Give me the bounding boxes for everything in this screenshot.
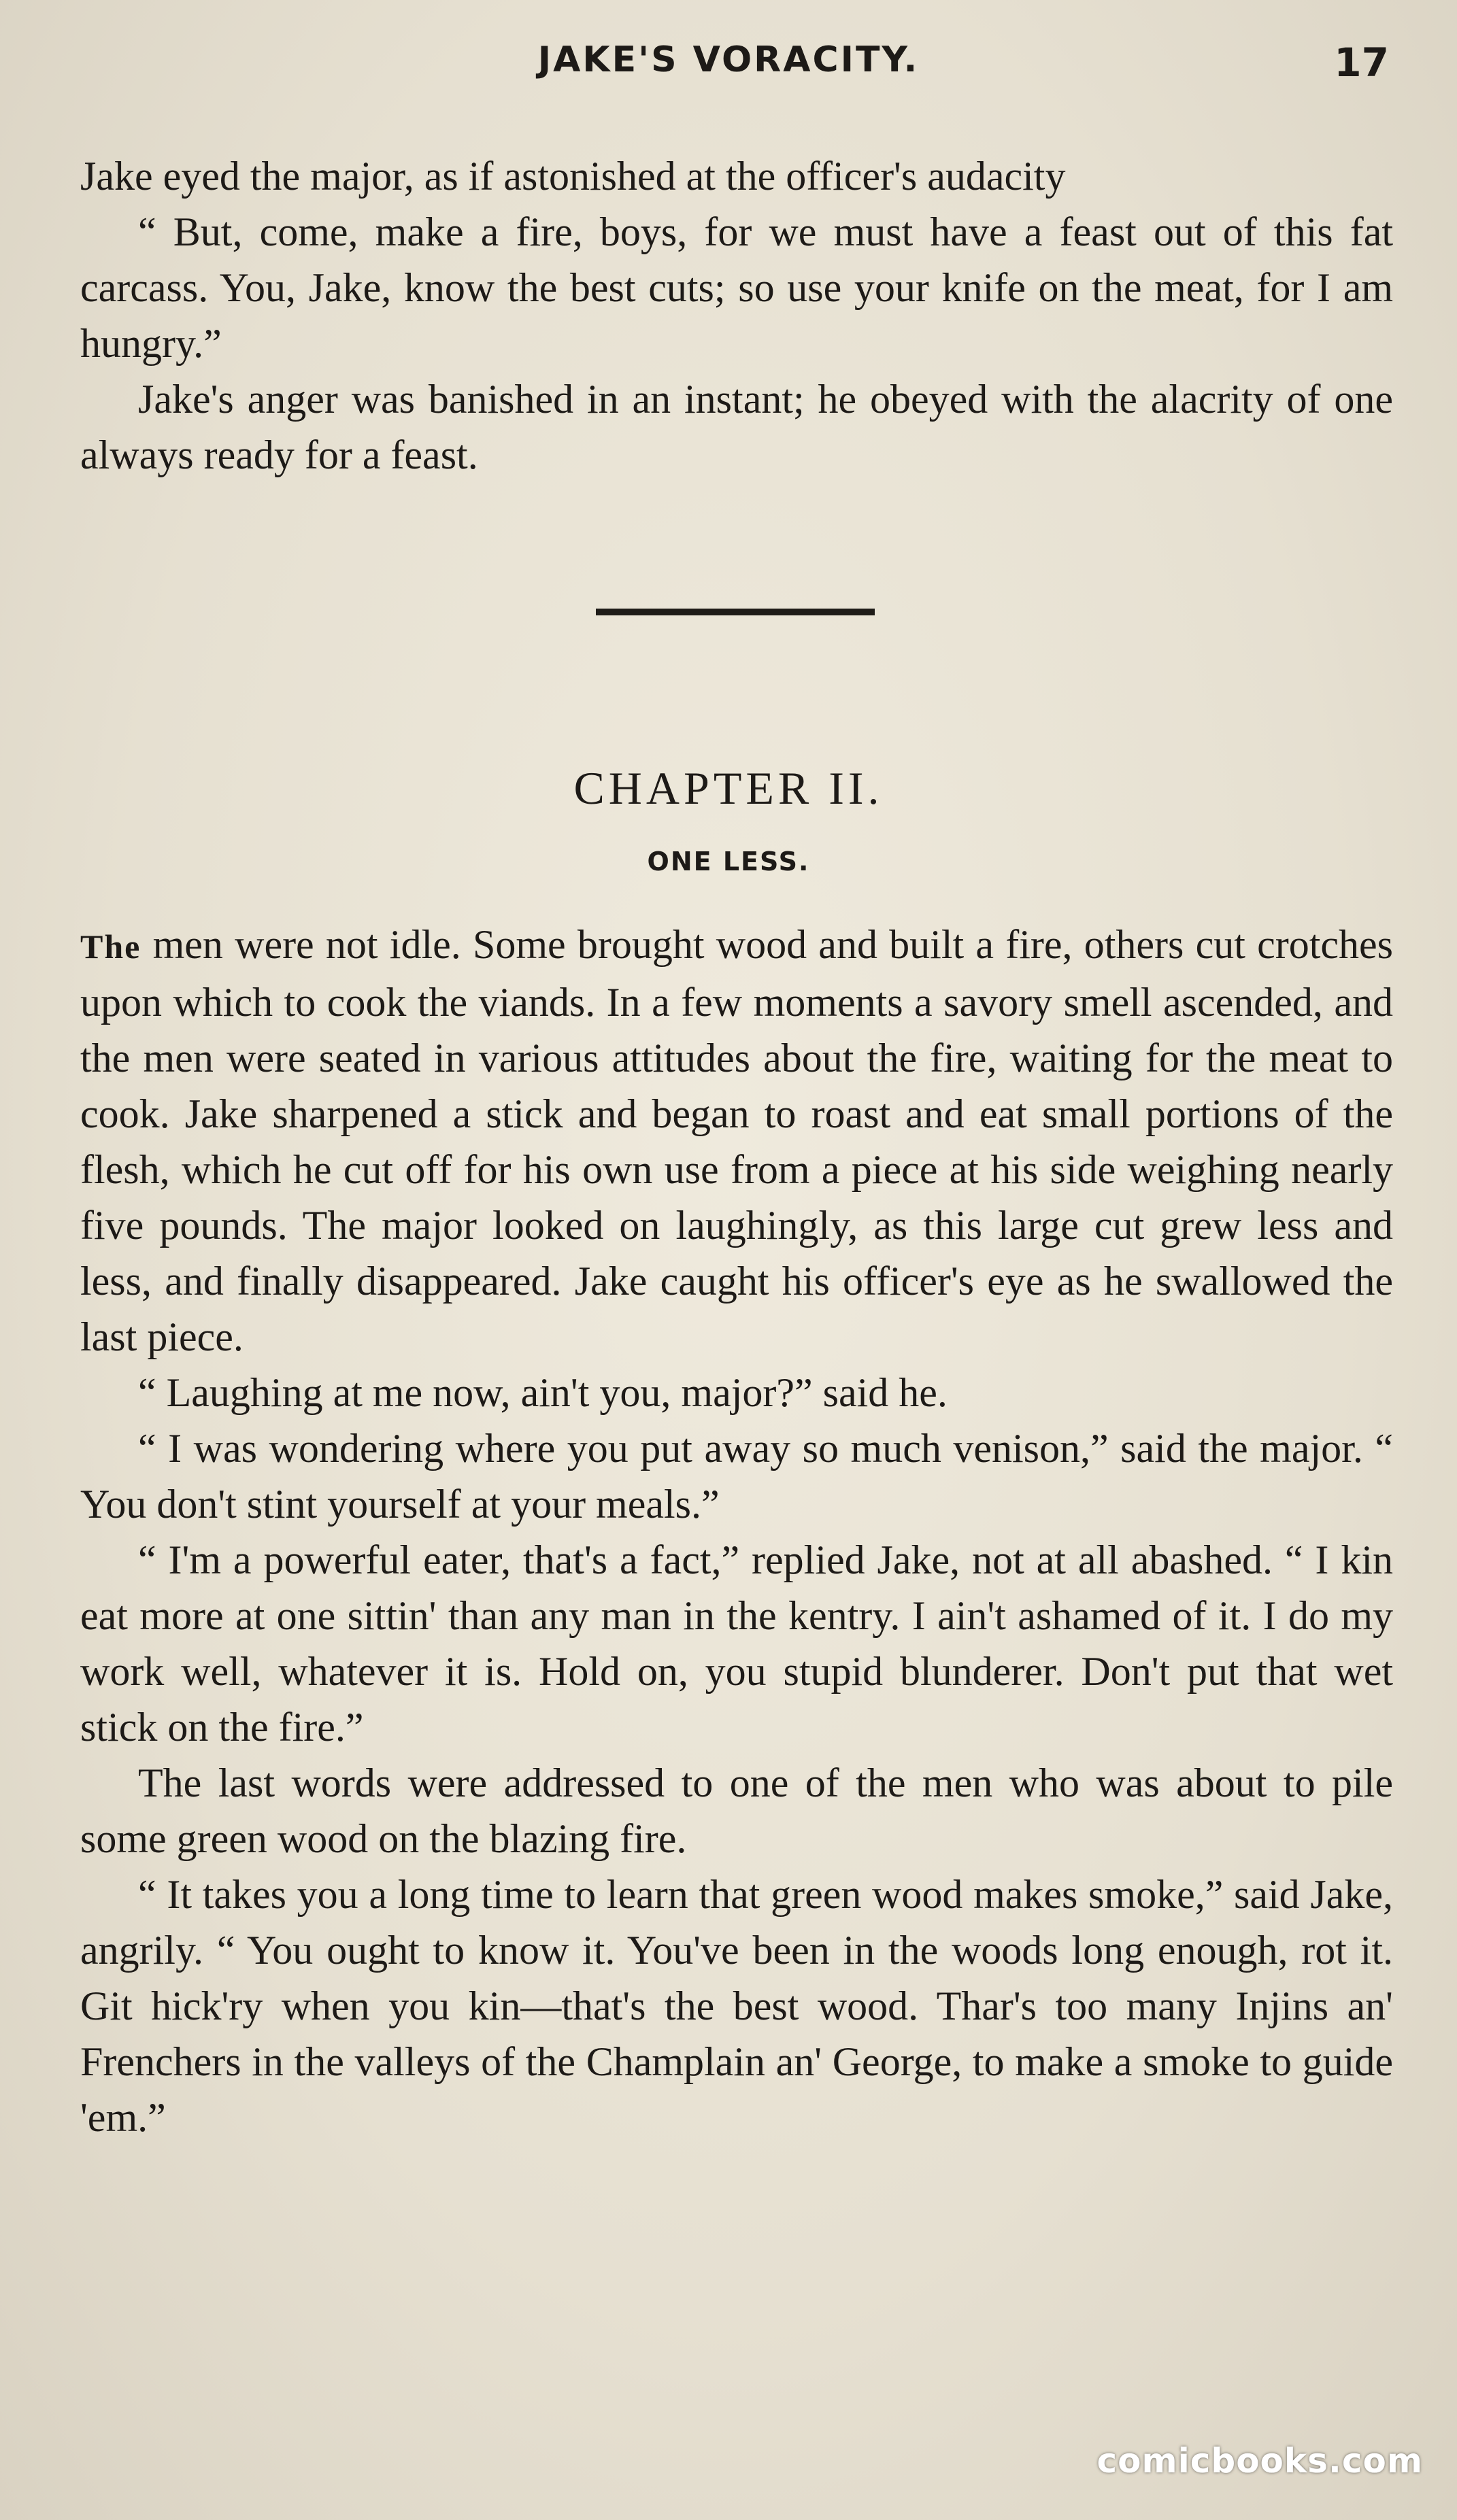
running-title: JAKE'S VORACITY. [537,39,920,80]
drop-word: The [80,927,141,966]
paragraph: “ Laughing at me now, ain't you, major?” said he. [138,1370,948,1415]
chapter-subtitle: ONE LESS. [647,847,810,876]
section-one-text [80,148,1393,483]
section-divider [596,609,875,615]
paragraph: “ I was wondering where you put away so much venison,” said the major. “ You don't stint yourself at your meals.” [80,1426,1393,1527]
paragraph: “ But, come, make a fire, boys, for we must have a feast out of this fat carcass. You, Jake, know the best cuts; so use your knife on the meat, for I am hungry.” [80,209,1393,366]
paragraph: “ I'm a powerful eater, that's a fact,” replied Jake, not at all abashed. “ I kin eat more at one sittin' than any man in the kentry. I ain't ashamed of it. I do my work well, whatever it is. Hold on, you stupid blunderer. Don't put that wet stick on the fire.” [80,1537,1393,1750]
chapter-title: CHAPTER II. [573,762,884,814]
paragraph [80,917,1393,1365]
paragraph-text: men were not idle. Some brought wood and built a fire, others cut crotches upon which to cook the viands. In a few moments a savory smell ascended, and the men were seated in various attitudes about the fire, waiting for the meat to cook. Jake sharpened a stick and began to roast and eat small portions of the flesh, which he cut off for his own use from a piece at his side weighing nearly five pounds. The major looked on laughingly, as this large cut grew less and less, and finally disappeared. Jake caught his officer's eye as he swallowed the last piece. [80,922,1394,1359]
section-two-text [80,917,1393,2145]
paragraph: Jake eyed the major, as if astonished at the officer's audacity [80,154,1066,199]
watermark: comicbooks.com [1096,2441,1423,2481]
paragraph: Jake's anger was banished in an instant; he obeyed with the alacrity of one always ready for a feast. [80,377,1393,477]
page-number: 17 [1334,39,1389,86]
paragraph: “ It takes you a long time to learn that green wood makes smoke,” said Jake, angrily. “ You ought to know it. You've been in the woods long enough, rot it. Git hick'ry when you kin—that's the best wood. Thar's too many Injins an' Frenchers in the valleys of the Champlain an' George, to make a smoke to guide 'em.” [80,1872,1393,2140]
paragraph: The last words were addressed to one of the men who was about to pile some green wood on the blazing fire. [80,1760,1393,1861]
